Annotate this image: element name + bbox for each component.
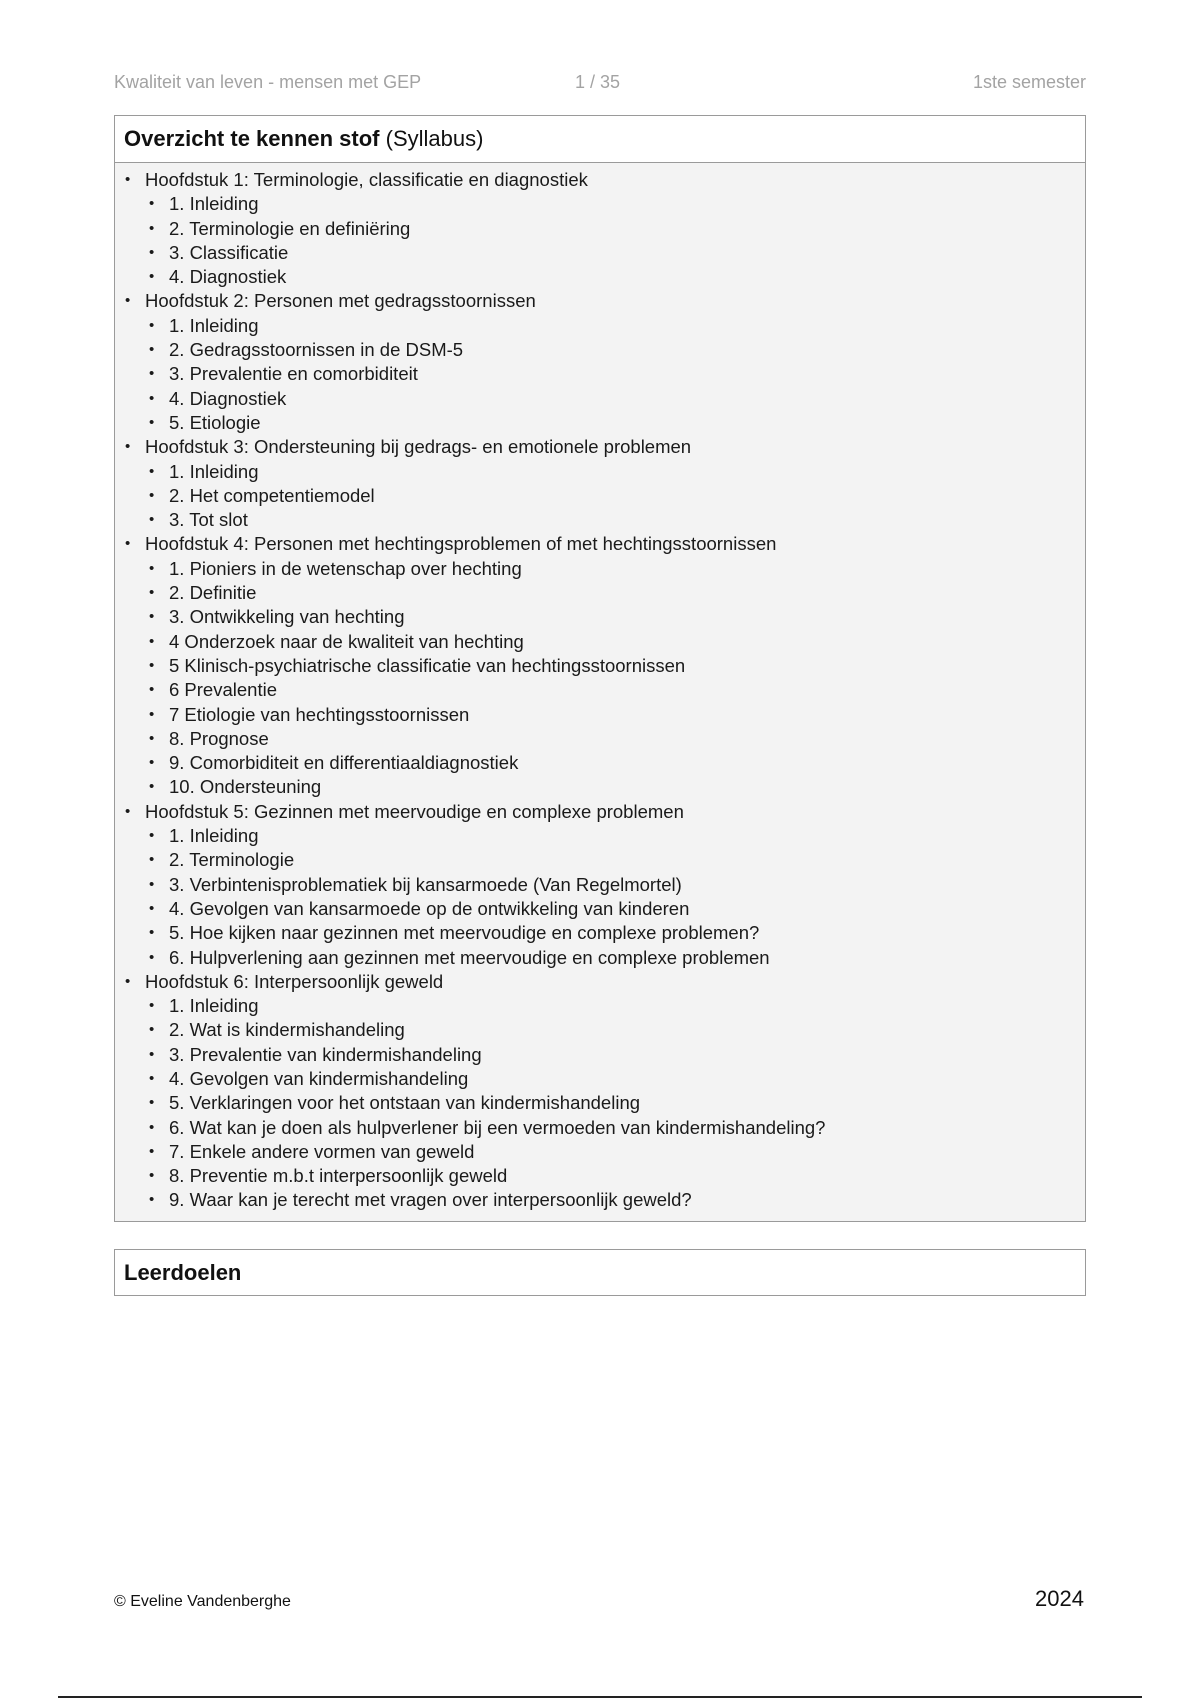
bullet-icon: • bbox=[149, 729, 155, 747]
section-item bbox=[115, 265, 1085, 289]
section-item bbox=[115, 1091, 1085, 1115]
section-title-text: 3. Ontwikkeling van hechting bbox=[169, 606, 405, 628]
section-title-text: 1. Pioniers in de wetenschap over hechting bbox=[169, 557, 522, 579]
header-course-title: Kwaliteit van leven - mensen met GEP bbox=[114, 72, 422, 92]
section-item bbox=[115, 1018, 1085, 1042]
bullet-icon: • bbox=[149, 1069, 155, 1087]
chapter-title-text: Hoofdstuk 1: Terminologie, classificatie en diagnostiek bbox=[145, 169, 588, 190]
section-item bbox=[115, 848, 1085, 872]
bullet-icon: • bbox=[149, 219, 155, 237]
section-item bbox=[115, 921, 1085, 945]
section-item bbox=[115, 557, 1085, 581]
section-title-text: 5. Verklaringen voor het ontstaan van kindermishandeling bbox=[169, 1092, 641, 1114]
page-header bbox=[114, 72, 1086, 98]
section-title-text: 6. Wat kan je doen als hulpverlener bij een vermoeden van kindermishandeling? bbox=[169, 1116, 826, 1138]
section-item bbox=[115, 703, 1085, 727]
section-title-text: 7. Enkele andere vormen van geweld bbox=[169, 1140, 475, 1162]
chapter-title bbox=[115, 800, 1085, 824]
section-title-text: 4. Gevolgen van kansarmoede op de ontwikkeling van kinderen bbox=[169, 897, 690, 919]
bullet-icon: • bbox=[149, 268, 155, 286]
bullet-icon: • bbox=[125, 171, 131, 188]
bullet-icon: • bbox=[125, 972, 131, 990]
section-item bbox=[115, 1043, 1085, 1067]
section-title-text: 1. Inleiding bbox=[169, 193, 259, 215]
section-item bbox=[115, 824, 1085, 848]
chapter-title-text: Hoofdstuk 3: Ondersteuning bij gedrags- en emotionele problemen bbox=[145, 436, 692, 458]
footer-author: © Eveline Vandenberghe bbox=[114, 1593, 291, 1610]
bottom-divider bbox=[58, 1696, 1142, 1698]
bullet-icon: • bbox=[149, 608, 155, 626]
section-item bbox=[115, 484, 1085, 508]
section-title-text: 1. Inleiding bbox=[169, 825, 259, 847]
section-item bbox=[115, 338, 1085, 362]
section-item bbox=[115, 581, 1085, 605]
chapter-title-text: Hoofdstuk 6: Interpersoonlijk geweld bbox=[145, 970, 444, 992]
section-title-text: 4. Diagnostiek bbox=[169, 266, 287, 288]
syllabus-title bbox=[115, 116, 1085, 163]
bullet-icon: • bbox=[149, 1142, 155, 1160]
section-item bbox=[115, 1188, 1085, 1212]
chapter-title bbox=[115, 289, 1085, 313]
section-title-text: 1. Inleiding bbox=[169, 314, 259, 336]
section-item bbox=[115, 897, 1085, 921]
chapter-title-text: Hoofdstuk 4: Personen met hechtingsproblemen of met hechtingsstoornissen bbox=[145, 533, 777, 555]
learning-goals-title bbox=[115, 1250, 1085, 1295]
section-title-text: 4. Gevolgen van kindermishandeling bbox=[169, 1067, 469, 1089]
section-item bbox=[115, 946, 1085, 970]
header-semester: 1ste semester bbox=[972, 72, 1086, 92]
bullet-icon: • bbox=[125, 802, 131, 820]
bullet-icon: • bbox=[149, 656, 155, 674]
syllabus-box bbox=[114, 115, 1086, 1222]
learning-goals-box bbox=[114, 1249, 1086, 1296]
section-list bbox=[115, 314, 1085, 435]
bullet-icon: • bbox=[125, 535, 131, 553]
section-title-text: 3. Classificatie bbox=[169, 241, 289, 263]
section-item bbox=[115, 994, 1085, 1018]
chapter-list bbox=[115, 168, 1085, 1213]
section-title-text: 4. Diagnostiek bbox=[169, 387, 287, 409]
bullet-icon: • bbox=[149, 899, 155, 917]
bullet-icon: • bbox=[149, 997, 155, 1015]
bullet-icon: • bbox=[149, 195, 155, 213]
bullet-icon: • bbox=[149, 1094, 155, 1112]
section-title-text: 2. Het competentiemodel bbox=[169, 484, 375, 506]
bullet-icon: • bbox=[149, 827, 155, 845]
section-item bbox=[115, 775, 1085, 799]
chapter-item bbox=[115, 289, 1085, 435]
section-item bbox=[115, 1116, 1085, 1140]
section-item bbox=[115, 217, 1085, 241]
section-item bbox=[115, 654, 1085, 678]
section-item bbox=[115, 727, 1085, 751]
section-item bbox=[115, 241, 1085, 265]
section-title-text: 3. Tot slot bbox=[169, 509, 248, 531]
bullet-icon: • bbox=[125, 292, 131, 310]
bullet-icon: • bbox=[149, 705, 155, 723]
section-title-text: 2. Wat is kindermishandeling bbox=[169, 1019, 405, 1041]
footer-year: 2024 bbox=[1035, 1586, 1084, 1611]
bullet-icon: • bbox=[149, 681, 155, 699]
section-item bbox=[115, 314, 1085, 338]
syllabus-body bbox=[115, 163, 1085, 1221]
section-title-text: 6 Prevalentie bbox=[169, 679, 277, 701]
bullet-icon: • bbox=[149, 341, 155, 359]
chapter-item bbox=[115, 970, 1085, 1213]
bullet-icon: • bbox=[149, 948, 155, 966]
section-title-text: 8. Preventie m.b.t interpersoonlijk geweld bbox=[169, 1165, 508, 1187]
bullet-icon: • bbox=[149, 462, 155, 480]
section-title-text: 3. Prevalentie en comorbiditeit bbox=[169, 363, 418, 385]
section-item bbox=[115, 751, 1085, 775]
chapter-title-text: Hoofdstuk 2: Personen met gedragsstoornissen bbox=[145, 290, 536, 312]
chapter-title bbox=[115, 435, 1085, 459]
section-item bbox=[115, 362, 1085, 386]
section-item bbox=[115, 411, 1085, 435]
section-title-text: 3. Verbintenisproblematiek bij kansarmoede (Van Regelmortel) bbox=[169, 873, 682, 895]
section-item bbox=[115, 460, 1085, 484]
bullet-icon: • bbox=[149, 559, 155, 577]
section-item bbox=[115, 192, 1085, 216]
section-item bbox=[115, 387, 1085, 411]
bullet-icon: • bbox=[125, 438, 131, 456]
chapter-item bbox=[115, 168, 1085, 289]
bullet-icon: • bbox=[149, 632, 155, 650]
section-list bbox=[115, 460, 1085, 533]
section-title-text: 1. Inleiding bbox=[169, 995, 259, 1017]
bullet-icon: • bbox=[149, 486, 155, 504]
bullet-icon: • bbox=[149, 413, 155, 431]
section-item bbox=[115, 1164, 1085, 1188]
bullet-icon: • bbox=[149, 851, 155, 869]
section-list bbox=[115, 824, 1085, 970]
section-title-text: 9. Waar kan je terecht met vragen over interpersoonlijk geweld? bbox=[169, 1189, 692, 1211]
bullet-icon: • bbox=[149, 1191, 155, 1209]
chapter-item bbox=[115, 435, 1085, 532]
bullet-icon: • bbox=[149, 511, 155, 529]
section-item bbox=[115, 605, 1085, 629]
bullet-icon: • bbox=[149, 365, 155, 383]
section-item bbox=[115, 630, 1085, 654]
section-list bbox=[115, 994, 1085, 1213]
bullet-icon: • bbox=[149, 754, 155, 772]
bullet-icon: • bbox=[149, 243, 155, 261]
bullet-icon: • bbox=[149, 389, 155, 407]
section-item bbox=[115, 873, 1085, 897]
section-item bbox=[115, 678, 1085, 702]
chapter-item bbox=[115, 532, 1085, 799]
section-title-text: 2. Terminologie en definiëring bbox=[169, 217, 411, 239]
bullet-icon: • bbox=[149, 875, 155, 893]
section-title-text: 3. Prevalentie van kindermishandeling bbox=[169, 1043, 482, 1065]
syllabus-title-suffix: (Syllabus) bbox=[385, 126, 484, 151]
bullet-icon: • bbox=[149, 778, 155, 796]
section-title-text: 5 Klinisch-psychiatrische classificatie van hechtingsstoornissen bbox=[169, 654, 686, 676]
bullet-icon: • bbox=[149, 1167, 155, 1185]
section-title-text: 7 Etiologie van hechtingsstoornissen bbox=[169, 703, 470, 725]
section-item bbox=[115, 1140, 1085, 1164]
section-title-text: 1. Inleiding bbox=[169, 460, 259, 482]
section-list bbox=[115, 557, 1085, 800]
chapter-title bbox=[115, 168, 1085, 192]
section-title-text: 2. Terminologie bbox=[169, 849, 295, 871]
bullet-icon: • bbox=[149, 924, 155, 942]
section-list bbox=[115, 192, 1085, 289]
bullet-icon: • bbox=[149, 1021, 155, 1039]
bullet-icon: • bbox=[149, 1045, 155, 1063]
section-title-text: 6. Hulpverlening aan gezinnen met meervoudige en complexe problemen bbox=[169, 946, 770, 968]
section-title-text: 2. Gedragsstoornissen in de DSM-5 bbox=[169, 339, 464, 361]
chapter-item bbox=[115, 800, 1085, 970]
bullet-icon: • bbox=[149, 316, 155, 334]
chapter-title bbox=[115, 532, 1085, 556]
section-item bbox=[115, 1067, 1085, 1091]
bullet-icon: • bbox=[149, 584, 155, 602]
section-item bbox=[115, 508, 1085, 532]
chapter-title-text: Hoofdstuk 5: Gezinnen met meervoudige en complexe problemen bbox=[145, 800, 684, 822]
bullet-icon: • bbox=[149, 1118, 155, 1136]
header-page-number: 1 / 35 bbox=[575, 72, 621, 92]
section-title-text: 5. Etiologie bbox=[169, 411, 261, 433]
section-title-text: 8. Prognose bbox=[169, 727, 269, 749]
section-title-text: 4 Onderzoek naar de kwaliteit van hechting bbox=[169, 630, 524, 652]
section-title-text: 9. Comorbiditeit en differentiaaldiagnostiek bbox=[169, 752, 519, 774]
chapter-title bbox=[115, 970, 1085, 994]
syllabus-title-bold: Overzicht te kennen stof bbox=[124, 126, 380, 151]
section-title-text: 5. Hoe kijken naar gezinnen met meervoudige en complexe problemen? bbox=[169, 922, 760, 944]
section-title-text: 2. Definitie bbox=[169, 582, 257, 604]
learning-goals-title-text: Leerdoelen bbox=[124, 1260, 242, 1285]
section-title-text: 10. Ondersteuning bbox=[169, 776, 322, 798]
